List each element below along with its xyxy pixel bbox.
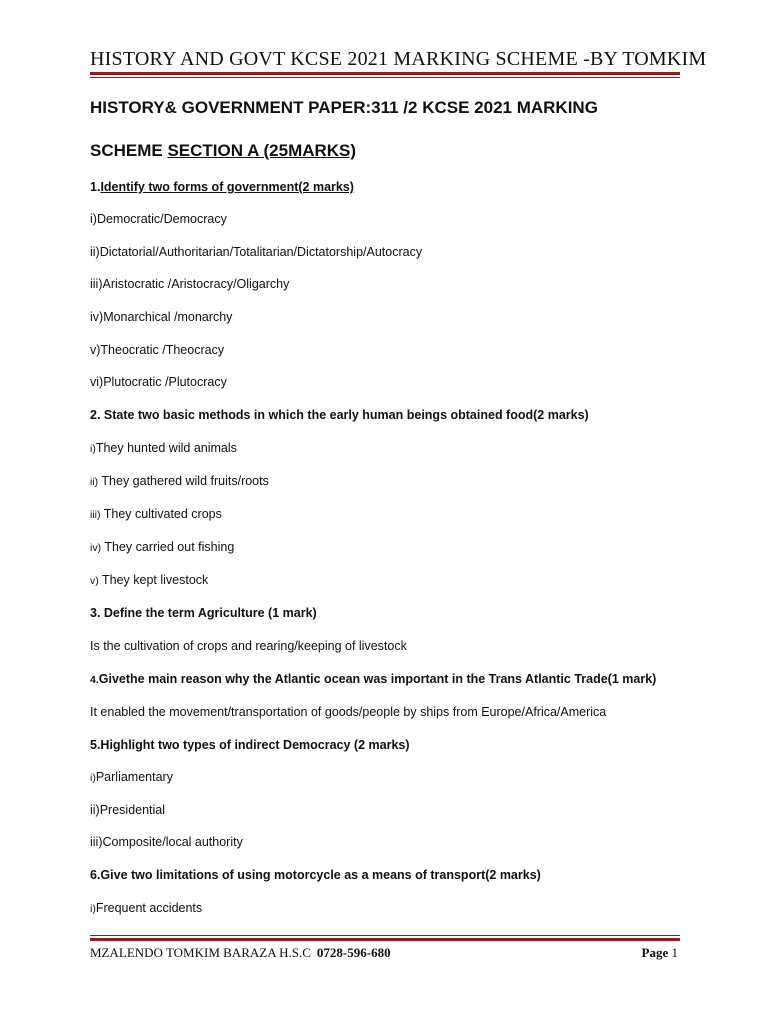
page-label: Page [641,945,669,960]
answer-numeral: i) [90,903,96,915]
answer-text: Is the cultivation of crops and rearing/keeping of livestock [90,639,407,653]
answer-item: ii)Dictatorial/Authoritarian/Totalitarian/Dictatorship/Autocracy [90,245,423,259]
question-5: 5.Highlight two types of indirect Democracy (2 marks) [90,738,410,752]
page-header-title: HISTORY AND GOVT KCSE 2021 MARKING SCHEME -BY TOMKIM [90,48,707,70]
footer-author-name: MZALENDO TOMKIM BARAZA H.S.C [90,945,311,960]
page-number [642,945,678,961]
answer-item: iii)Composite/local authority [90,835,243,849]
answer-item: ii)Presidential [90,803,166,817]
answer-item [90,573,208,587]
answer-numeral: iv) [90,542,102,554]
page-number-value: 1 [671,945,678,960]
answer-numeral: i) [90,772,96,784]
answer-item [90,441,237,455]
question-2: 2. State two basic methods in which the early human beings obtained food(2 marks) [90,408,589,422]
question-1 [90,180,354,194]
answer-numeral: v) [90,575,99,587]
question-4-text: Givethe main reason why the Atlantic ocean was important in the Trans Atlantic Trade(1 mark) [98,672,657,686]
document-title-line-1: HISTORY& GOVERNMENT PAPER:311 /2 KCSE 2021 MARKING [90,98,598,117]
answer-text: They cultivated crops [103,507,222,521]
answer-numeral: ii) [90,476,99,488]
answer-text: It enabled the movement/transportation of goods/people by ships from Europe/Africa/America [90,705,607,719]
answer-item [90,770,173,784]
answer-numeral: i) [90,443,96,455]
answer-text: Frequent accidents [95,901,203,915]
answer-text: They gathered wild fruits/roots [101,474,269,488]
header-divider [90,72,680,78]
answer-text: They carried out fishing [104,540,235,554]
answer-item: iii)Aristocratic /Aristocracy/Oligarchy [90,277,290,291]
footer-author [90,945,391,961]
answer-item [90,901,202,915]
question-1-text: Identify two forms of government(2 marks) [100,180,354,194]
answer-item: i)Democratic/Democracy [90,212,227,226]
question-3: 3. Define the term Agriculture (1 mark) [90,606,317,620]
title-scheme-prefix: SCHEME [90,141,168,160]
question-6: 6.Give two limitations of using motorcycle as a means of transport(2 marks) [90,868,541,882]
answer-item: iv)Monarchical /monarchy [90,310,233,324]
answer-text: They hunted wild animals [95,441,237,455]
answer-text: Parliamentary [95,770,173,784]
question-4 [90,672,656,686]
answer-text: They kept livestock [102,573,209,587]
answer-item: v)Theocratic /Theocracy [90,343,225,357]
footer-phone: 0728-596-680 [316,945,391,960]
footer-divider [90,935,680,941]
document-title-line-2 [90,141,356,161]
question-4-number: 4. [90,674,99,686]
answer-item [90,540,234,554]
answer-numeral: iii) [90,509,101,521]
answer-item [90,507,222,521]
question-1-number: 1. [90,180,101,194]
section-a-heading: SECTION A (25MARKS) [167,141,357,160]
answer-item: vi)Plutocratic /Plutocracy [90,375,227,389]
answer-item [90,474,269,488]
